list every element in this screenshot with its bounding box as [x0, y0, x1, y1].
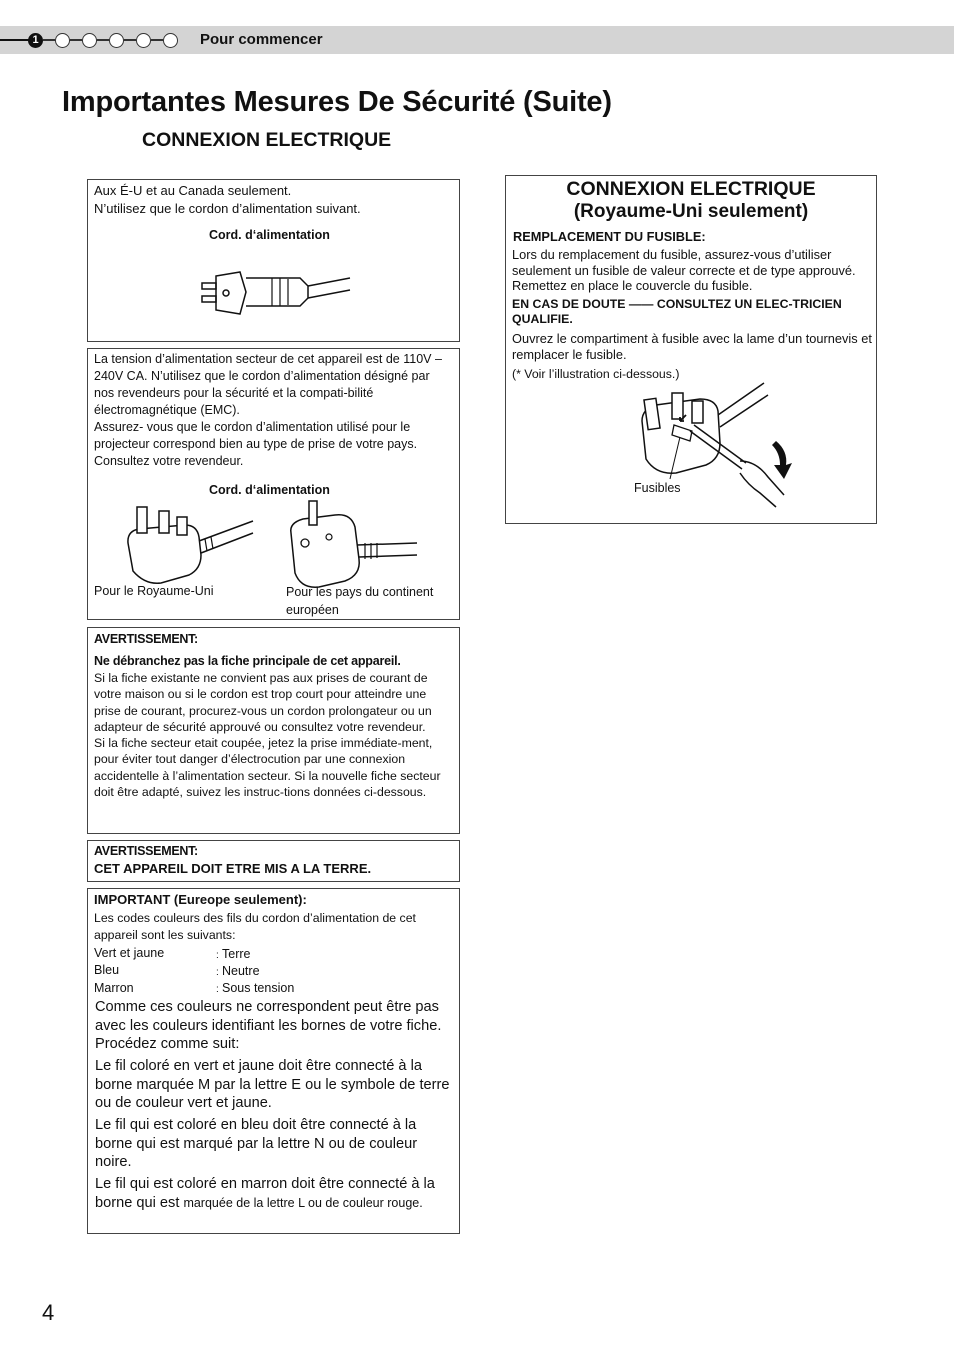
uk-text-2: EN CAS DE DOUTE —— CONSULTEZ UN ELEC-TRICIEN QUALIFIE.: [512, 297, 842, 327]
box-warning-earth: [87, 840, 460, 882]
warning2-heading: AVERTISSEMENT:: [94, 844, 198, 858]
step-2: [55, 33, 70, 48]
wire-sep-3: :: [216, 984, 219, 995]
important-heading: IMPORTANT (Eureope seulement):: [94, 892, 307, 907]
wire-sep-2: :: [216, 967, 219, 978]
uk-plug-illustration: [123, 501, 263, 591]
warning1-subheading: Ne débranchez pas la fiche principale de cet appareil.: [94, 654, 401, 668]
important-para-2: Le fil coloré en vert et jaune doit être connecté à la borne marquée M par la lettre E ou le symbole de terre ou de couleur vert et jaune.: [95, 1058, 450, 1112]
header-bar: [0, 26, 954, 54]
box-uk-fuse: [505, 175, 877, 524]
wire-color-3: Marron: [94, 981, 134, 995]
label-uk: Pour le Royaume-Uni: [94, 584, 214, 598]
wire-meaning-1: Terre: [222, 947, 251, 961]
step-1: 1: [28, 33, 43, 48]
step-5: [136, 33, 151, 48]
wire-color-2: Bleu: [94, 963, 120, 977]
page-title: Importantes Mesures De Sécurité (Suite): [62, 86, 612, 118]
us-plug-illustration: [200, 264, 360, 324]
uk-heading: REMPLACEMENT DU FUSIBLE:: [513, 229, 706, 244]
voltage-caption: Cord. d‘alimentation: [209, 483, 330, 497]
uk-text-3: Ouvrez le compartiment à fusible avec la lame d’un tournevis et remplacer le fusible.: [512, 331, 872, 362]
section-label: Pour commencer: [200, 31, 323, 48]
uk-text-4: (* Voir l’illustration ci-dessous.): [512, 367, 680, 381]
warning1-heading: AVERTISSEMENT:: [94, 632, 198, 646]
page-number: 4: [42, 1300, 55, 1325]
important-para-1: Comme ces couleurs ne correspondent peut être pas avec les couleurs identifiant les bornes de votre fiche. Procédez comme suit:: [95, 999, 442, 1053]
warning1-text: Si la fiche existante ne convient pas aux prises de courant de votre maison ou si le cordon est trop court pour atteindre une prise de courant, procurez-vous un cordon prolongateur ou un adapteur de sécurité approuvé ou consultez votre revendeur. Si la fiche secteur etait coupée, jetez la prise immédiate-ment, pour éviter tout danger d’électrocution par une connexion accidentelle à l’alimentation secteur. Si la nouvelle fiche secteur doit être adapté, suivez les instruc-tions données ci-dessous.: [94, 671, 441, 800]
wire-meaning-3: Sous tension: [222, 981, 295, 995]
wire-sep-1: :: [216, 950, 219, 961]
uk-title-1: CONNEXION ELECTRIQUE: [566, 178, 816, 200]
important-para-4: [95, 1175, 455, 1212]
step-6: [163, 33, 178, 48]
uk-text-1: Lors du remplacement du fusible, assurez-vous d’utiliser seulement un fusible de valeur correcte et de type approuvé. Remettez en place le couvercle du fusible.: [512, 247, 856, 294]
wire-color-1: Vert et jaune: [94, 946, 165, 960]
eu-plug-illustration: [283, 499, 423, 594]
voltage-text: La tension d’alimentation secteur de cet appareil est de 110V – 240V CA. N’utilisez que le cordon d’alimentation désigné par nos revendeurs pour la sécurité et la compati-bilité électromagnétique (EMC). Assurez- vous que le cordon d’alimentation utilisé pour le projecteur correspond bien au type de prise de votre pays. Consultez votre revendeur.: [94, 352, 442, 468]
box-warning-plug: [87, 627, 460, 834]
us-line-2: N’utilisez que le cordon d’alimentation suivant.: [94, 201, 361, 216]
step-4: [109, 33, 124, 48]
important-para-4-small: marquée de la lettre L ou de couleur rouge.: [183, 1195, 423, 1210]
us-caption: Cord. d‘alimentation: [209, 228, 330, 242]
box-us-canada: [87, 179, 460, 342]
fuse-label: Fusibles: [634, 481, 681, 495]
header-rule: [0, 39, 30, 41]
important-intro: Les codes couleurs des fils du cordon d’alimentation de cet appareil sont les suivants:: [94, 911, 416, 942]
label-eu: Pour les pays du continent européen: [286, 585, 434, 617]
page-subtitle: CONNEXION ELECTRIQUE: [142, 129, 392, 151]
box-important-europe: [87, 888, 460, 1234]
wire-meaning-2: Neutre: [222, 964, 260, 978]
box-voltage: [87, 348, 460, 620]
important-para-4-main: Le fil qui est coloré en marron doit être connecté à la borne qui est: [95, 1176, 435, 1211]
step-3: [82, 33, 97, 48]
important-para-3: Le fil qui est coloré en bleu doit être connecté à la borne qui est marqué par la lettre N ou de couleur noire.: [95, 1117, 418, 1171]
us-line-1: Aux É-U et au Canada seulement.: [94, 183, 292, 198]
uk-title-2: (Royaume-Uni seulement): [573, 201, 809, 222]
step-indicator: [28, 31, 178, 49]
warning2-text: CET APPAREIL DOIT ETRE MIS A LA TERRE.: [94, 861, 372, 876]
